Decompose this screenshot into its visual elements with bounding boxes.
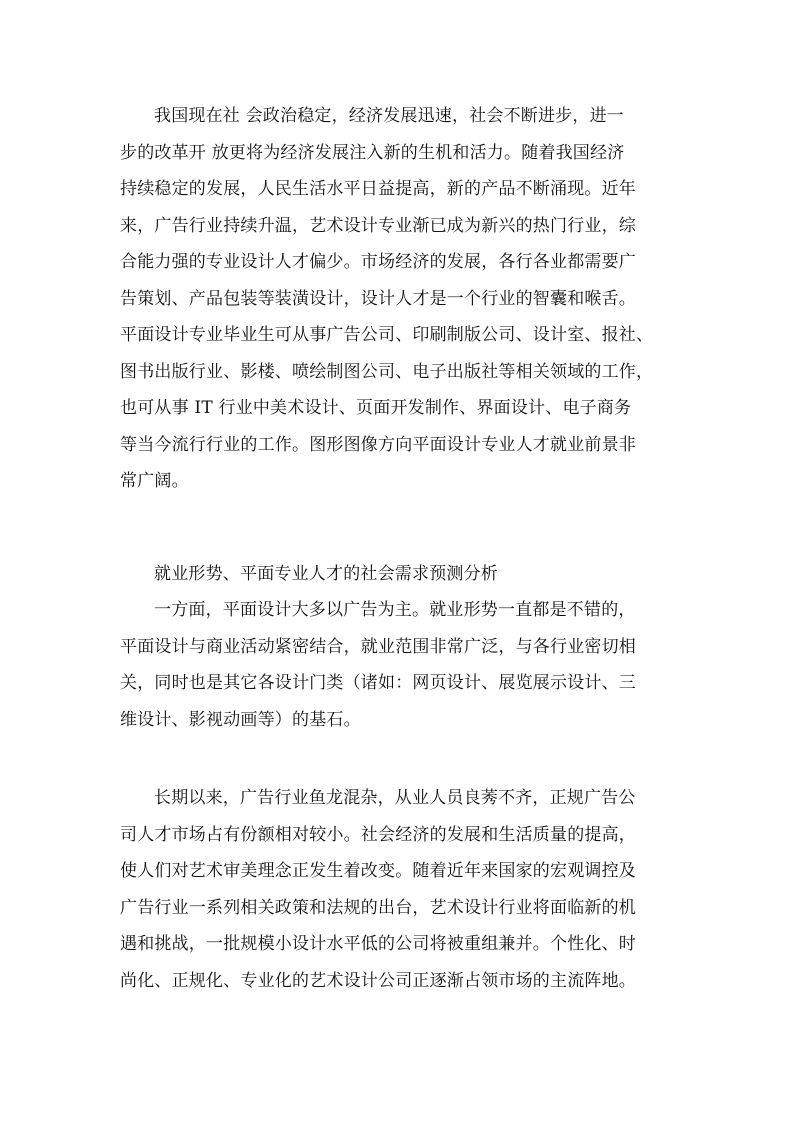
paragraph-line: 广告行业一系列相关政策和法规的出台，艺术设计行业将面临新的机: [120, 897, 636, 918]
paragraph-line: 持续稳定的发展，人民生活水平日益提高，新的产品不断涌现。近年: [120, 179, 636, 199]
paragraph-employment-situation: [120, 592, 673, 738]
paragraph-line: 图书出版行业、影楼、喷绘制图公司、电子出版社等相关领域的工作，: [120, 361, 654, 382]
paragraph-line: 来，广告行业持续升温，艺术设计专业渐已成为新兴的热门行业，综: [120, 215, 636, 236]
section-heading: [120, 556, 673, 593]
paragraph-economic-context: [120, 98, 673, 500]
paragraph-line: 长期以来，广告行业鱼龙混杂，从业人员良莠不齐，正规广告公: [154, 788, 636, 808]
paragraph-line: 维设计、影视动画等）的基石。: [120, 709, 361, 730]
paragraph-line: 使人们对艺术审美理念正发生着改变。随着近年来国家的宏观调控及: [120, 861, 636, 881]
paragraph-line: 关，同时也是其它各设计门类（诸如：网页设计、展览展示设计、三: [120, 673, 636, 693]
paragraph-industry-outlook: [120, 780, 673, 999]
paragraph-line: 一方面，平面设计大多以广告为主。就业形势一直都是不错的，: [154, 600, 636, 620]
paragraph-line: 平面设计与商业活动紧密结合，就业范围非常广泛，与各行业密切相: [120, 636, 636, 657]
paragraph-line: 合能力强的专业设计人才偏少。市场经济的发展，各行各业都需要广: [120, 252, 636, 272]
paragraph-line: 尚化、正规化、专业化的艺术设计公司正逐渐占领市场的主流阵地。: [120, 970, 636, 991]
paragraph-line: 告策划、产品包装等装潢设计，设计人才是一个行业的智囊和喉舌。: [120, 288, 636, 309]
paragraph-line: 步的改革开 放更将为经济发展注入新的生机和活力。随着我国经济: [120, 142, 625, 163]
paragraph-line: 遇和挑战，一批规模小设计水平低的公司将被重组兼并。个性化、时: [120, 934, 636, 954]
paragraph-line: 也可从事 IT 行业中美术设计、页面开发制作、界面设计、电子商务: [120, 398, 632, 418]
paragraph-line: 常广阔。: [120, 471, 189, 491]
paragraph-line: 等当今流行行业的工作。图形图像方向平面设计专业人才就业前景非: [120, 434, 636, 455]
section-heading-text: 就业形势、平面专业人才的社会需求预测分析: [154, 564, 498, 584]
paragraph-line: 我国现在社 会政治稳定，经济发展迅速，社会不断进步，进一: [154, 106, 625, 126]
paragraph-line: 司人才市场占有份额相对较小。社会经济的发展和生活质量的提高，: [120, 824, 636, 845]
paragraph-line: 平面设计专业毕业生可从事广告公司、印刷制版公司、设计室、报社、: [120, 325, 654, 345]
